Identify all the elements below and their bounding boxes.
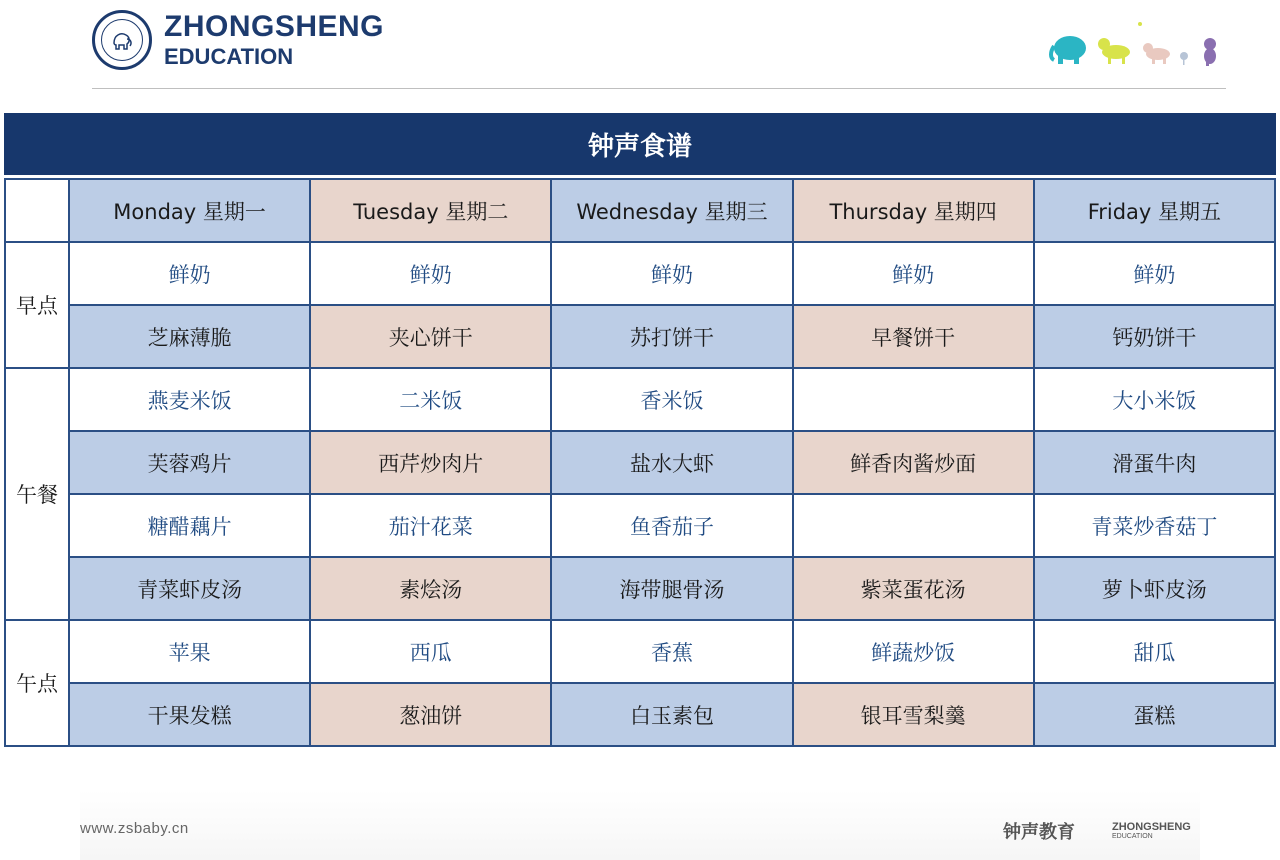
day-header-row xyxy=(5,179,1275,242)
menu-cell: 盐水大虾 xyxy=(551,431,792,494)
meal-label-lunch: 午餐 xyxy=(5,368,69,620)
menu-cell: 钙奶饼干 xyxy=(1034,305,1275,368)
menu-cell: 青菜虾皮汤 xyxy=(69,557,310,620)
animals-decoration-icon xyxy=(1046,18,1226,68)
monkey-icon xyxy=(1204,38,1216,66)
header-divider xyxy=(92,88,1226,89)
dog-icon xyxy=(1098,38,1130,64)
logo xyxy=(92,10,152,70)
menu-cell: 鲜奶 xyxy=(551,242,792,305)
menu-table xyxy=(4,178,1276,747)
menu-cell: 银耳雪梨羹 xyxy=(793,683,1034,746)
menu-cell: 鲜奶 xyxy=(310,242,551,305)
brand-subtitle: EDUCATION xyxy=(164,44,294,69)
day-header: Friday 星期五 xyxy=(1034,179,1275,242)
menu-cell: 鲜奶 xyxy=(1034,242,1275,305)
menu-cell: 青菜炒香菇丁 xyxy=(1034,494,1275,557)
menu-cell: 大小米饭 xyxy=(1034,368,1275,431)
elephant-logo-icon xyxy=(101,19,143,61)
menu-cell: 鱼香茄子 xyxy=(551,494,792,557)
menu-row xyxy=(5,557,1275,620)
day-header: Monday 星期一 xyxy=(69,179,310,242)
menu-row xyxy=(5,368,1275,431)
menu-cell: 紫菜蛋花汤 xyxy=(793,557,1034,620)
menu-title: 钟声食谱 xyxy=(4,113,1276,175)
menu-cell: 香蕉 xyxy=(551,620,792,683)
menu-row xyxy=(5,242,1275,305)
menu-cell: 甜瓜 xyxy=(1034,620,1275,683)
menu-row xyxy=(5,683,1275,746)
menu-cell: 苹果 xyxy=(69,620,310,683)
brand-name: ZHONGSHENG xyxy=(164,10,385,43)
menu-cell: 西瓜 xyxy=(310,620,551,683)
menu-cell: 夹心饼干 xyxy=(310,305,551,368)
menu-cell: 鲜奶 xyxy=(69,242,310,305)
menu-cell: 苏打饼干 xyxy=(551,305,792,368)
day-header: Wednesday 星期三 xyxy=(551,179,792,242)
menu-cell: 香米饭 xyxy=(551,368,792,431)
footer-brand-en-name: ZHONGSHENG xyxy=(1112,821,1191,833)
day-header: Tuesday 星期二 xyxy=(310,179,551,242)
menu-cell: 鲜蔬炒饭 xyxy=(793,620,1034,683)
cat-icon xyxy=(1143,43,1170,64)
footer-url: www.zsbaby.cn xyxy=(80,820,189,837)
menu-cell: 白玉素包 xyxy=(551,683,792,746)
meal-label-breakfast: 早点 xyxy=(5,242,69,368)
meal-label-snack: 午点 xyxy=(5,620,69,746)
menu-cell: 芝麻薄脆 xyxy=(69,305,310,368)
menu-row xyxy=(5,305,1275,368)
menu-cell: 芙蓉鸡片 xyxy=(69,431,310,494)
menu-cell: 滑蛋牛肉 xyxy=(1034,431,1275,494)
menu-cell: 鲜香肉酱炒面 xyxy=(793,431,1034,494)
menu-cell: 萝卜虾皮汤 xyxy=(1034,557,1275,620)
day-header: Thursday 星期四 xyxy=(793,179,1034,242)
menu-cell: 素烩汤 xyxy=(310,557,551,620)
menu-cell xyxy=(793,368,1034,431)
menu-row xyxy=(5,620,1275,683)
footer-brand-en xyxy=(1112,822,1191,842)
footer-brand-cn: 钟声教育 xyxy=(1003,822,1075,843)
footer-brand-en-sub: EDUCATION xyxy=(1112,833,1153,840)
menu-row xyxy=(5,494,1275,557)
menu-cell xyxy=(793,494,1034,557)
menu-cell: 茄汁花菜 xyxy=(310,494,551,557)
menu-cell: 鲜奶 xyxy=(793,242,1034,305)
menu-cell: 二米饭 xyxy=(310,368,551,431)
menu-cell: 糖醋藕片 xyxy=(69,494,310,557)
menu-row xyxy=(5,431,1275,494)
menu-cell: 早餐饼干 xyxy=(793,305,1034,368)
bird-icon xyxy=(1180,52,1188,65)
menu-cell: 西芹炒肉片 xyxy=(310,431,551,494)
menu-cell: 蛋糕 xyxy=(1034,683,1275,746)
menu-cell: 葱油饼 xyxy=(310,683,551,746)
menu-cell: 海带腿骨汤 xyxy=(551,557,792,620)
elephant-icon xyxy=(1051,36,1086,64)
menu-cell: 干果发糕 xyxy=(69,683,310,746)
corner-cell xyxy=(5,179,69,242)
menu-cell: 燕麦米饭 xyxy=(69,368,310,431)
